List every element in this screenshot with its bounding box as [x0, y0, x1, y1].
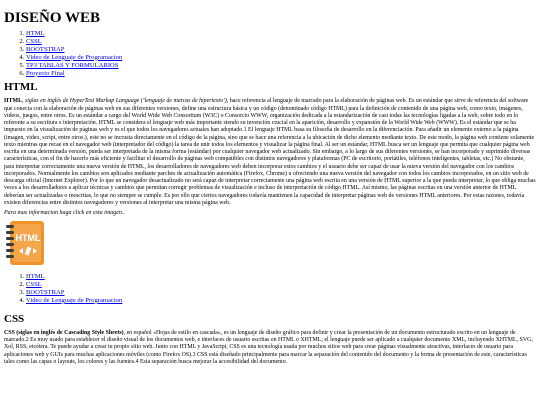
- top-nav-list: [4, 30, 536, 77]
- nav-item-html: [26, 30, 536, 38]
- nav-link-video[interactable]: Video de Lenguaje de Programacion: [26, 53, 123, 61]
- nav-link-tp3[interactable]: TP3 TABLAS Y FORMULARIOS: [26, 61, 119, 69]
- html-lead-bold: HTML: [4, 98, 22, 105]
- nav2-item-html: [26, 273, 536, 281]
- nav2-item-css: [26, 281, 536, 289]
- html-paragraph: [4, 98, 536, 207]
- nav2-item-video: [26, 297, 536, 305]
- css-lead-bold: CSS (siglas en inglés de Cascading Style Sheets): [4, 329, 124, 336]
- html-heading: HTML: [4, 81, 38, 94]
- page-title: DISEÑO WEB: [4, 10, 101, 26]
- nav-item-css: [26, 38, 536, 46]
- nav-link-css[interactable]: CSSL: [26, 37, 42, 45]
- nav-link-proyecto[interactable]: Proyecto Final: [26, 69, 65, 77]
- nav2-link-video[interactable]: Video de Lenguaje de Programacion: [26, 296, 123, 304]
- html-icon-link[interactable]: [4, 219, 536, 269]
- nav-item-tp3: [26, 62, 536, 70]
- html-icon-label: HTML: [15, 233, 41, 244]
- html-lead-italic: , siglas en inglés de HyperText Markup Language (‘lenguaje de marcas de hipertexto’): [22, 98, 227, 105]
- html-body-text: , hace referencia al lenguaje de marcado para la elaboración de páginas web. Es un estándar que sirve de referencia del software que conecta con la elaboración de páginas web en sus diferentes versiones, define una estructura básica y un código (denominado código HTML) para la definición de contenido de una página web, como texto, imágenes, videos, juegos, entre otros. Es un estándar a cargo del World Wide Web Consortium (W3C) o Consorcio WWW, organización dedicada a la estandarización de casi todas las tecnologías ligadas a la web, sobre todo en lo referente a su escritura e interpretación. HTML se considera el lenguaje web más importante siendo su invención crucial en la aparición, desarrollo y expansión de la World Wide Web (WWW). Es el estándar que se ha impuesto en la visualización de páginas web y es el que todos los navegadores actuales han adoptado.1 El lenguaje HTML basa su filosofía de desarrollo en la diferenciación. Para añadir un elemento externo a la página (imagen, video, script, entre otros.), este no se incrusta directamente en el código de la página, sino que se hace una referencia a la ubicación de dicho elemento mediante texto. De este modo, la página web contiene solamente texto mientras que recae en el navegador web (interpretador del código) la tarea de unir todos los elementos y visualizar la página final. Al ser un estándar, HTML busca ser un lenguaje que permita que cualquier página web escrita en una determinada versión, pueda ser interpretada de la misma forma (estándar) por cualquier navegador web actualizado. Sin embargo, a lo largo de sus diferentes versiones, se han incorporado y suprimido diversas características, con el fin de hacerlo más eficiente y facilitar el desarrollo de páginas web compatibles con distintos navegadores y plataformas (PC de escritorio, portátiles, teléfonos inteligentes, tabletas, etc.) No obstante, para interpretar correctamente una nueva versión de HTML, los desarrolladores de navegadores web deben incorporar estos cambios y el usuario debe ser capaz de usar la nueva versión del navegador con los cambios incorporados. Normalmente los cambios son aplicados mediante parches de actualización automática (Firefox, Chrome) u ofreciendo una nueva versión del navegador con todos los cambios incorporados, en un sitio web de descarga oficial (Internet Explorer). Por lo que un navegador desactualizado no será capaz de interpretar correctamente una página web escrita en una versión de HTML superior a la que pueda interpretar, lo que obliga muchas veces a los desarrolladores a aplicar técnicas y cambios que permitan corregir problemas de visualización e incluso de interpretación de código HTML. Así mismo, las páginas escritas en una versión anterior de HTML deberían ser actualizadas o reescritas, lo que no siempre se cumple. Es por ello que ciertos navegadores todavía mantienen la capacidad de interpretar páginas web de versiones HTML anteriores. Por estas razones, todavía existen diferencias entre distintos navegadores y versiones al interpretar una misma página web.: [4, 98, 536, 206]
- more-info-note: Para mas informacion haga click en esta imagen..: [4, 210, 125, 217]
- nav2-link-css[interactable]: CSSL: [26, 281, 42, 289]
- css-heading: CSS: [4, 312, 25, 325]
- mid-nav-list: [4, 273, 536, 305]
- nav2-item-bootstrap: [26, 289, 536, 297]
- html-file-icon[interactable]: [4, 219, 48, 269]
- nav-item-video: [26, 54, 536, 62]
- nav2-link-html[interactable]: HTML: [26, 273, 45, 281]
- css-body-text: , en español «Hojas de estilo en cascada», es un lenguaje de diseño gráfico para definir y crear la presentación de un documento estructurado escrito en un lenguaje de marcado.2 Es muy usado para establecer el diseño visual de los documentos web, e interfaces de usuario escritas en HTML o XHTML; el lenguaje puede ser aplicado a cualquier documento XML, incluyendo XHTML, SVG, Xol, RSS, etcétera. Te puede ayudar a crear tu propio sitio web. Junto con HTML y JavaScript, CSS es una tecnología usada por muchos sitios web para crear páginas visualmente atractivas, interfaces de usuario para aplicaciones web y GUIs para muchas aplicaciones móviles (como Firefox OS).3 CSS está diseñado principalmente para marcar la separación del contenido del documento y la forma de presentación de este, características tales como las capas o layouts, los colores y las fuentes.4 Esta separación busca mejorar la accesibilidad del documento.: [4, 329, 533, 365]
- nav-link-bootstrap[interactable]: BOOTSTRAP: [26, 45, 65, 53]
- nav-item-bootstrap: [26, 46, 536, 54]
- nav2-link-bootstrap[interactable]: BOOTSTRAP: [26, 289, 65, 296]
- nav-link-html[interactable]: HTML: [26, 30, 45, 37]
- nav-item-proyecto: [26, 70, 536, 78]
- css-paragraph: [4, 330, 536, 366]
